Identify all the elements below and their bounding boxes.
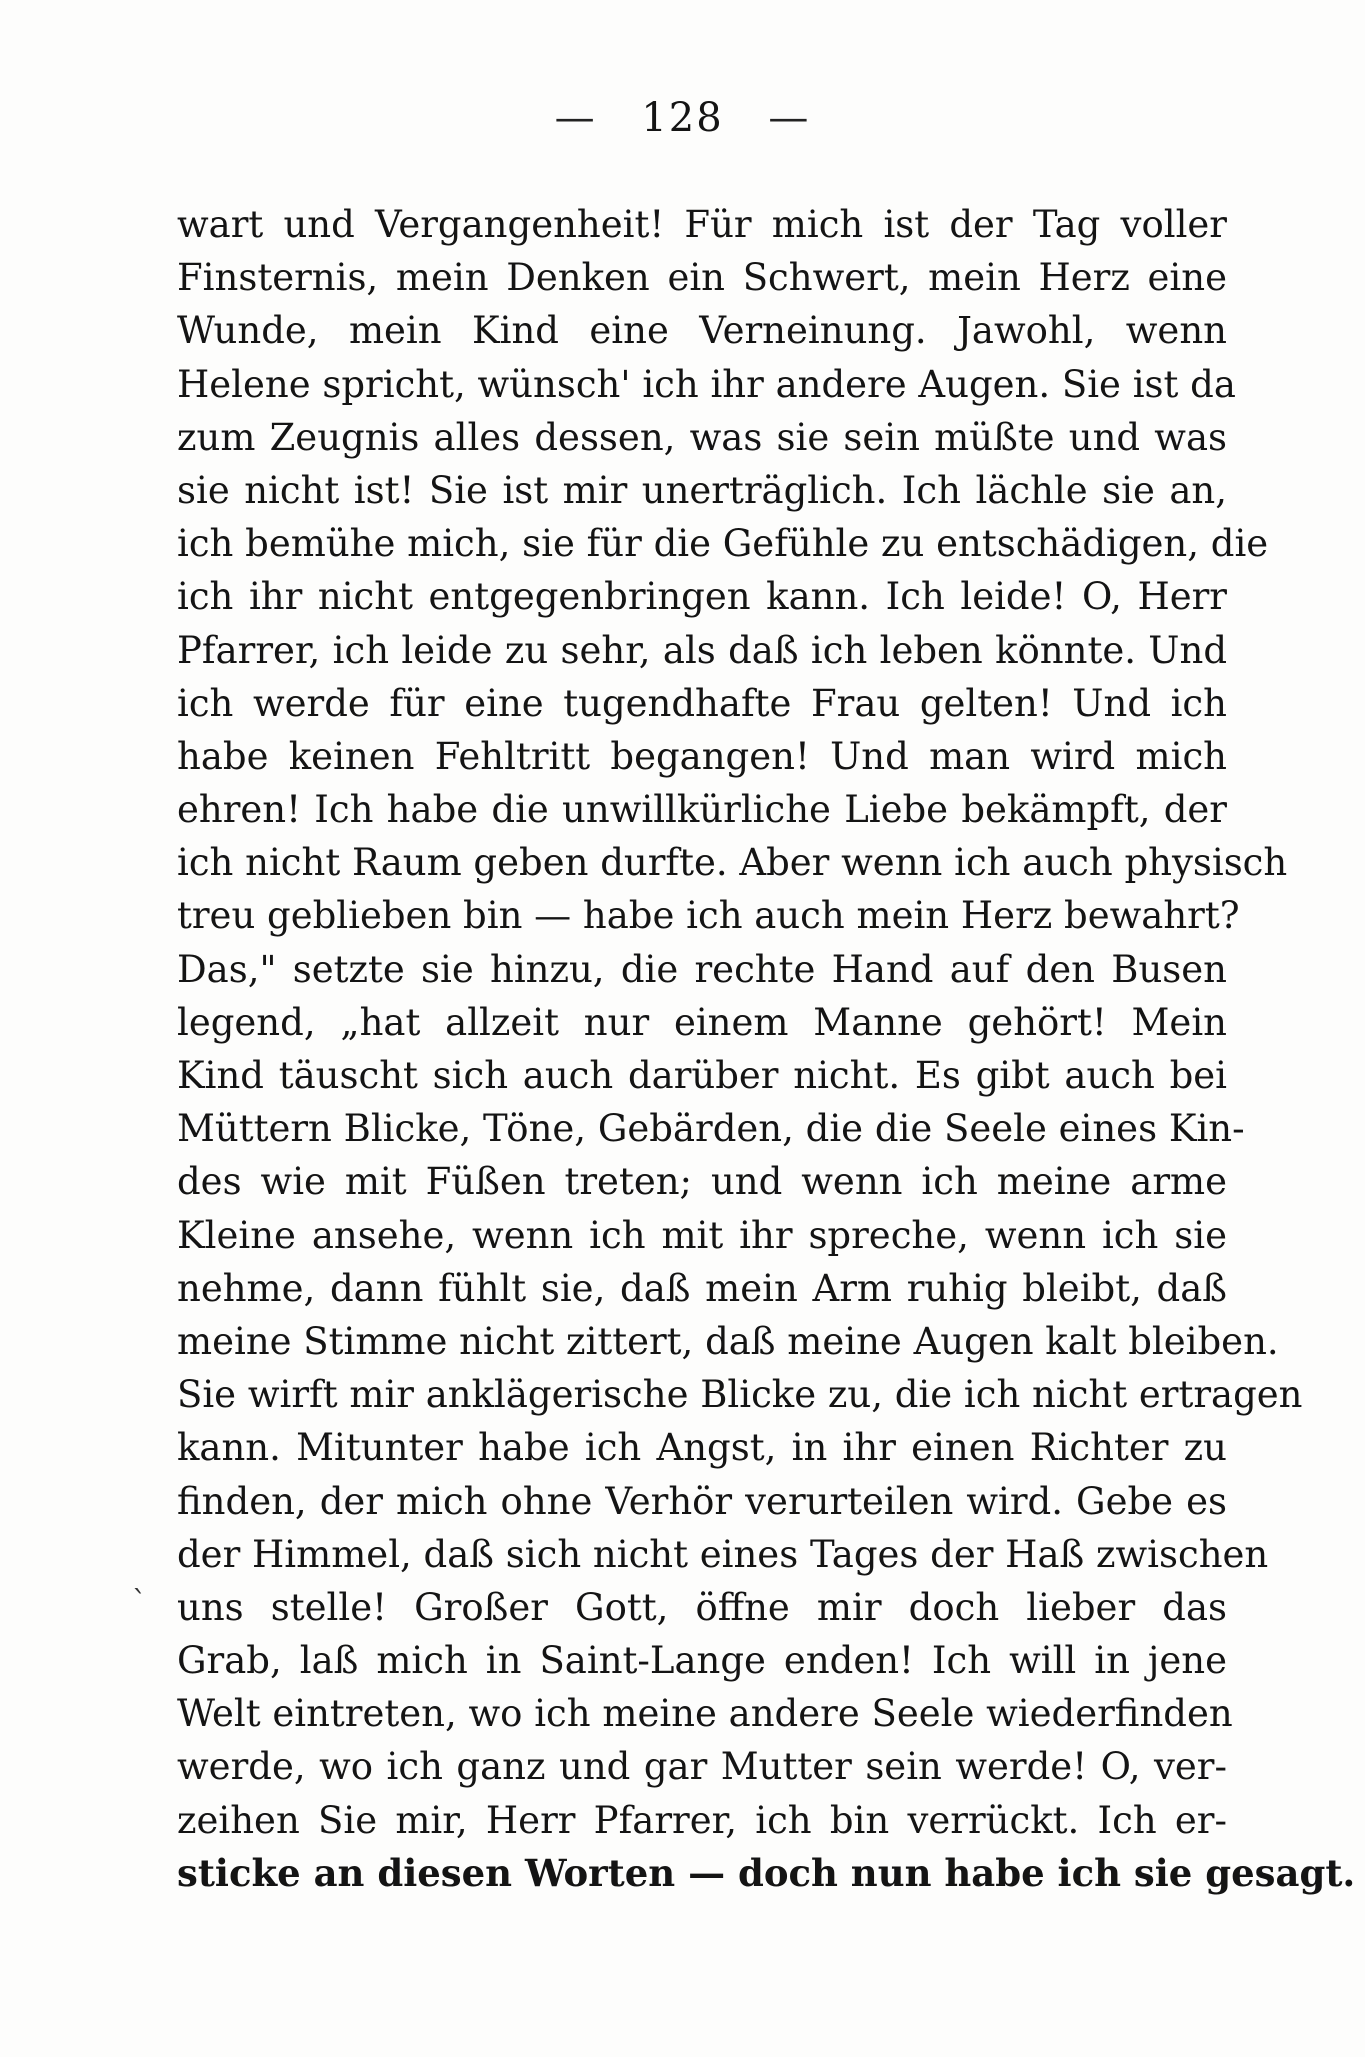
text-line: uns stelle! Großer Gott, öffne mir doch lieber das bbox=[177, 1585, 1227, 1629]
text-line: Finsternis, mein Denken ein Schwert, mein Herz eine bbox=[177, 256, 1227, 300]
text-line: zeihen Sie mir, Herr Pfarrer, ich bin verrückt. Ich er- bbox=[177, 1798, 1227, 1842]
text-line: Helene spricht, wünsch' ich ihr andere Augen. Sie ist da bbox=[177, 362, 1236, 406]
text-line: Müttern Blicke, Töne, Gebärden, die die Seele eines Kin- bbox=[177, 1107, 1245, 1151]
text-line: ich nicht Raum geben durfte. Aber wenn ich auch physisch bbox=[177, 841, 1288, 885]
margin-mark: ` bbox=[132, 1585, 147, 1620]
text-line: Sie wirft mir anklägerische Blicke zu, die ich nicht ertragen bbox=[177, 1373, 1303, 1417]
text-line: legend, „hat allzeit nur einem Manne gehört! Mein bbox=[177, 1000, 1227, 1044]
page-header bbox=[0, 95, 1365, 141]
header-dash-right: — bbox=[768, 95, 811, 141]
text-line: werde, wo ich ganz und gar Mutter sein werde! O, ver- bbox=[177, 1745, 1227, 1789]
text-line: Kind täuscht sich auch darüber nicht. Es gibt auch bei bbox=[177, 1054, 1227, 1097]
text-line: Das," setzte sie hinzu, die rechte Hand auf den Busen bbox=[177, 947, 1227, 991]
text-line: des wie mit Füßen treten; und wenn ich meine arme bbox=[177, 1160, 1227, 1204]
text-line: ich werde für eine tugendhafte Frau gelten! Und ich bbox=[177, 681, 1227, 725]
text-line: sie nicht ist! Sie ist mir unerträglich. Ich lächle sie an, bbox=[177, 468, 1227, 512]
text-line: meine Stimme nicht zittert, daß meine Augen kalt bleiben. bbox=[177, 1319, 1279, 1363]
text-line: kann. Mitunter habe ich Angst, in ihr einen Richter zu bbox=[177, 1426, 1227, 1470]
text-line: ich ihr nicht entgegenbringen kann. Ich leide! O, Herr bbox=[177, 575, 1227, 619]
text-line: nehme, dann fühlt sie, daß mein Arm ruhig bleibt, daß bbox=[177, 1266, 1227, 1310]
text-line: habe keinen Fehltritt begangen! Und man wird mich bbox=[177, 734, 1227, 778]
text-line: ich bemühe mich, sie für die Gefühle zu entschädigen, die bbox=[177, 522, 1269, 566]
text-line: wart und Vergangenheit! Für mich ist der Tag voller bbox=[177, 203, 1227, 246]
text-line: sticke an diesen Worten — doch nun habe ich sie gesagt. bbox=[177, 1850, 1356, 1895]
text-line: Pfarrer, ich leide zu sehr, als daß ich leben könnte. Und bbox=[177, 628, 1227, 672]
text-line: Welt eintreten, wo ich meine andere Seele wiederfinden bbox=[177, 1692, 1233, 1736]
text-line: zum Zeugnis alles dessen, was sie sein müßte und was bbox=[177, 415, 1227, 459]
header-dash-left: — bbox=[554, 95, 597, 141]
body-text bbox=[177, 198, 1356, 1900]
text-line: Grab, laß mich in Saint-Lange enden! Ich will in jene bbox=[177, 1639, 1227, 1683]
text-line: treu geblieben bin — habe ich auch mein Herz bewahrt? bbox=[177, 894, 1240, 938]
text-line: der Himmel, daß sich nicht eines Tages der Haß zwischen bbox=[177, 1532, 1269, 1576]
text-line: finden, der mich ohne Verhör verurteilen wird. Gebe es bbox=[177, 1479, 1227, 1523]
text-line: Wunde, mein Kind eine Verneinung. Jawohl, wenn bbox=[177, 309, 1227, 353]
page-number: 128 bbox=[641, 95, 724, 141]
text-line: ehren! Ich habe die unwillkürliche Liebe bekämpft, der bbox=[177, 788, 1227, 832]
text-line: Kleine ansehe, wenn ich mit ihr spreche, wenn ich sie bbox=[177, 1213, 1227, 1257]
